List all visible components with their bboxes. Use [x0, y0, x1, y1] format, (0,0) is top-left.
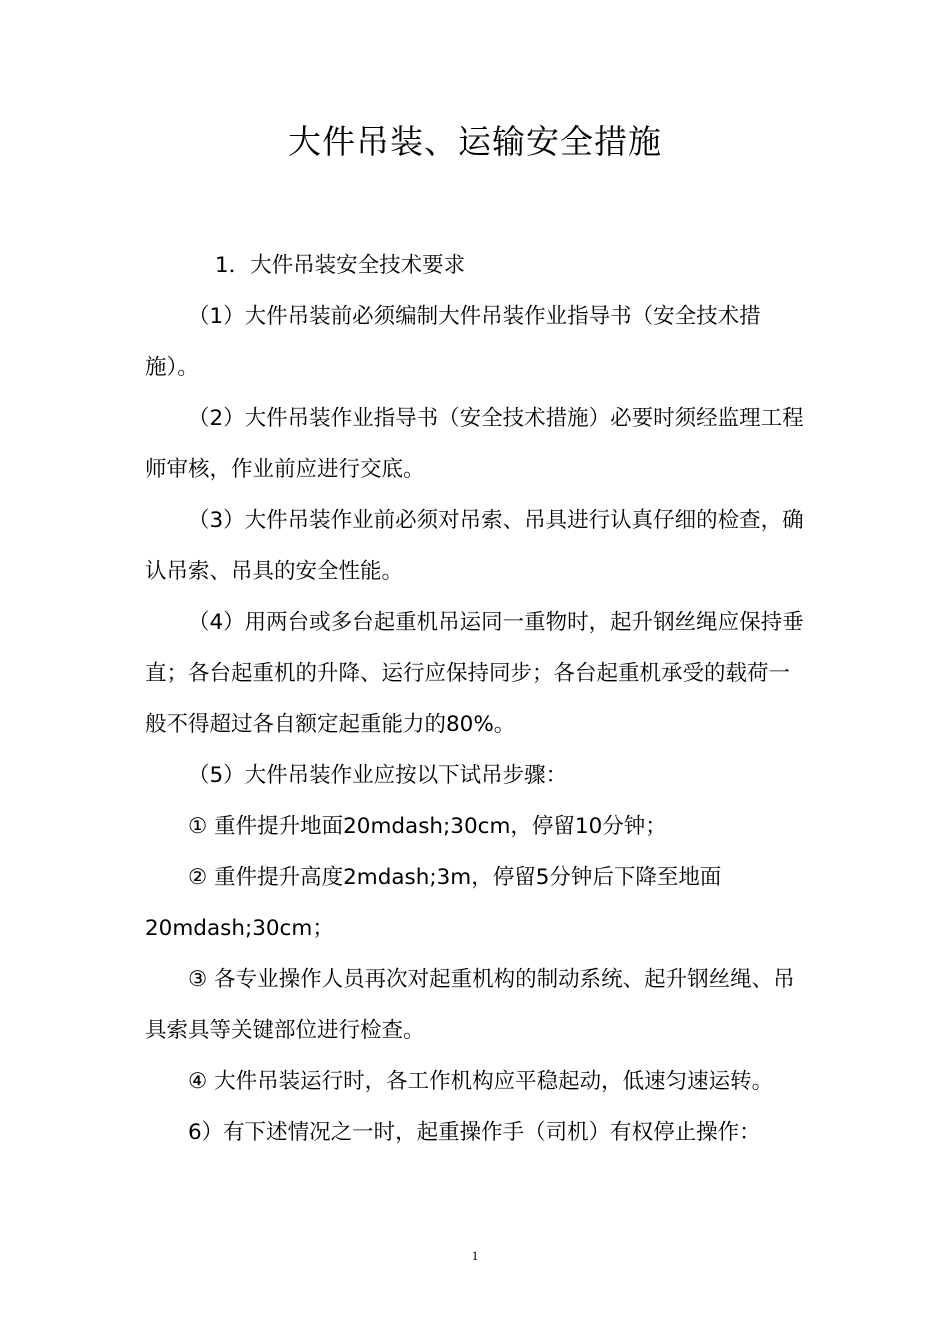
paragraph-2: （2）大件吊装作业指导书（安全技术措施）必要时须经监理工程师审核，作业前应进行交底。: [145, 406, 804, 482]
test-lift-step-4: ④ 大件吊装运行时，各工作机构应平稳起动，低速匀速运转。: [188, 1069, 774, 1094]
paragraph-1: （1）大件吊装前必须编制大件吊装作业指导书（安全技术措施）。: [145, 304, 761, 380]
document-title: 大件吊装、运输安全措施: [288, 122, 662, 161]
paragraph-3: （3）大件吊装作业前必须对吊索、吊具进行认真仔细的检查，确认吊索、吊具的安全性能。: [145, 508, 804, 584]
document-body: [145, 240, 810, 1158]
test-lift-step-1: ① 重件提升地面20mdash;30cm，停留10分钟；: [188, 814, 667, 839]
paragraph-6: 6）有下述情况之一时，起重操作手（司机）有权停止操作：: [188, 1120, 761, 1145]
page-number: 1: [471, 1248, 479, 1263]
paragraph-5: （5）大件吊装作业应按以下试吊步骤：: [188, 763, 568, 788]
section-heading: 1．大件吊装安全技术要求: [215, 253, 466, 278]
test-lift-step-3: ③ 各专业操作人员再次对起重机构的制动系统、起升钢丝绳、吊具索具等关键部位进行检查。: [145, 967, 795, 1043]
test-lift-step-2: ② 重件提升高度2mdash;3m，停留5分钟后下降至地面20mdash;30cm；: [145, 865, 722, 941]
paragraph-4: （4）用两台或多台起重机吊运同一重物时，起升钢丝绳应保持垂直；各台起重机的升降、运行应保持同步；各台起重机承受的载荷一般不得超过各自额定起重能力的80%。: [145, 610, 804, 737]
